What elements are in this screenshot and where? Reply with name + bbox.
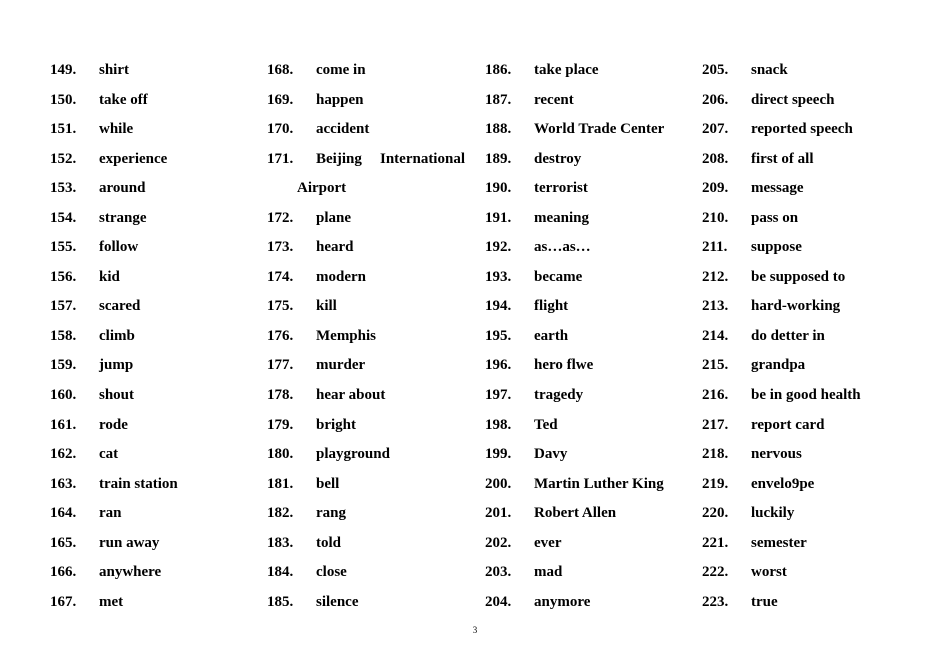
entry-word: met: [99, 593, 124, 610]
entry-number: 181.: [267, 475, 294, 492]
entry-number: 155.: [50, 239, 77, 256]
vocab-entry: [702, 233, 917, 263]
vocab-entry: [267, 322, 482, 352]
page-number: 3: [472, 625, 478, 635]
vocab-entry: [50, 145, 265, 175]
entry-number: 176.: [267, 327, 294, 344]
entry-number: 217.: [702, 416, 729, 433]
vocab-entry: [50, 263, 265, 293]
vocab-entry: [702, 204, 917, 234]
entry-number: 190.: [485, 180, 512, 197]
entry-number: 200.: [485, 475, 512, 492]
entry-number: 178.: [267, 387, 294, 404]
vocab-entry: [50, 292, 265, 322]
entry-number: 198.: [485, 416, 512, 433]
vocab-entry: [702, 56, 917, 86]
vocab-entry: [267, 411, 482, 441]
entry-word: ran: [99, 505, 122, 522]
entry-word: pass on: [751, 209, 799, 226]
vocab-entry: [702, 145, 917, 175]
entry-number: 201.: [485, 505, 512, 522]
vocab-entry: [702, 470, 917, 500]
entry-word: happen: [316, 91, 364, 108]
entry-word: accident: [316, 121, 370, 138]
entry-word: around: [99, 180, 146, 197]
entry-word: hear about: [316, 387, 386, 404]
vocab-entry: [702, 351, 917, 381]
entry-word: nervous: [751, 446, 802, 463]
entry-word: grandpa: [751, 357, 806, 374]
vocab-entry: [50, 56, 265, 86]
entry-number: 195.: [485, 327, 512, 344]
entry-number: 222.: [702, 564, 729, 581]
entry-word: strange: [99, 209, 147, 226]
entry-number: 161.: [50, 416, 77, 433]
vocab-entry: [267, 233, 482, 263]
vocab-entry: [702, 440, 917, 470]
vocab-entry: [267, 351, 482, 381]
vocab-entry: [267, 115, 482, 145]
entry-number: 202.: [485, 534, 512, 551]
entry-word: rode: [99, 416, 128, 433]
entry-word: message: [751, 180, 804, 197]
entry-number: 199.: [485, 446, 512, 463]
entry-word: scared: [99, 298, 141, 315]
vocab-entry: [702, 411, 917, 441]
entry-word: hard-working: [751, 298, 841, 315]
entry-word: snack: [751, 62, 788, 78]
entry-word: kid: [99, 268, 120, 285]
entry-number: 206.: [702, 91, 729, 108]
vocab-entry: [267, 263, 482, 293]
entry-number: 166.: [50, 564, 77, 581]
entry-number: 192.: [485, 239, 512, 256]
entry-number: 216.: [702, 387, 729, 404]
entry-word: report card: [751, 416, 825, 433]
entry-word: luckily: [751, 505, 795, 522]
vocab-entry: [267, 588, 482, 618]
entry-word: run away: [99, 534, 160, 551]
entry-number: 205.: [702, 62, 729, 78]
entry-number: 186.: [485, 62, 512, 78]
entry-number: 194.: [485, 298, 512, 315]
entry-word: be in good health: [751, 387, 861, 404]
entry-word: Robert Allen: [534, 505, 617, 522]
entry-word: recent: [534, 91, 574, 108]
entry-number: 218.: [702, 446, 729, 463]
entry-word: World Trade Center: [534, 121, 665, 138]
entry-word: became: [534, 268, 583, 285]
entry-number: 208.: [702, 150, 729, 167]
vocab-entry: [267, 558, 482, 588]
vocab-entry: [702, 115, 917, 145]
vocab-entry: [485, 558, 700, 588]
entry-number: 172.: [267, 209, 294, 226]
entry-word-part: Beijing: [316, 150, 362, 167]
entry-number: 175.: [267, 298, 294, 315]
entry-word: mad: [534, 564, 563, 581]
entry-word: while: [99, 121, 134, 138]
entry-number: 210.: [702, 209, 729, 226]
vocab-entry: [485, 322, 700, 352]
vocab-column-1: [50, 56, 265, 617]
vocab-entry: [50, 440, 265, 470]
entry-number: 183.: [267, 534, 294, 551]
entry-word-continuation: Airport: [297, 180, 347, 197]
entry-number: 220.: [702, 505, 729, 522]
vocab-entry: [485, 411, 700, 441]
vocab-entry: [485, 56, 700, 86]
vocab-entry: [50, 351, 265, 381]
vocab-entry: [267, 381, 482, 411]
entry-number: 179.: [267, 416, 294, 433]
vocab-entry: [485, 86, 700, 116]
entry-number: 158.: [50, 327, 77, 344]
vocab-entry: [485, 233, 700, 263]
entry-number: 223.: [702, 593, 729, 610]
vocab-entry: [485, 440, 700, 470]
entry-number: 221.: [702, 534, 729, 551]
entry-number: 157.: [50, 298, 77, 315]
vocab-entry: [50, 204, 265, 234]
vocab-entry: [485, 174, 700, 204]
vocab-entry: [50, 558, 265, 588]
vocab-entry: [50, 499, 265, 529]
entry-word: shout: [99, 387, 135, 404]
vocab-entry: [50, 529, 265, 559]
entry-number: 184.: [267, 564, 294, 581]
vocab-entry: [702, 499, 917, 529]
entry-word: bell: [316, 475, 340, 492]
entry-word: take place: [534, 62, 599, 78]
vocab-entry: [267, 145, 482, 175]
entry-word: climb: [99, 327, 135, 344]
entry-number: 212.: [702, 268, 729, 285]
entry-word: Ted: [534, 416, 558, 433]
entry-number: 151.: [50, 121, 77, 138]
entry-number: 164.: [50, 505, 77, 522]
entry-number: 168.: [267, 62, 294, 78]
vocab-entry: [267, 529, 482, 559]
entry-number: 209.: [702, 180, 729, 197]
vocab-entry: [50, 322, 265, 352]
entry-word: jump: [99, 357, 134, 374]
vocab-entry-continuation: [267, 174, 482, 204]
entry-number: 191.: [485, 209, 512, 226]
entry-word: first of all: [751, 150, 814, 167]
entry-word: experience: [99, 150, 168, 167]
vocab-entry: [50, 115, 265, 145]
entry-word: flight: [534, 298, 569, 315]
vocab-entry: [267, 204, 482, 234]
entry-word: told: [316, 534, 342, 551]
entry-number: 196.: [485, 357, 512, 374]
entry-word: envelo9pe: [751, 475, 815, 492]
entry-word: hero flwe: [534, 357, 594, 374]
entry-word: Davy: [534, 446, 568, 463]
entry-word: Martin Luther King: [534, 475, 664, 492]
entry-word: earth: [534, 327, 569, 344]
entry-word: do detter in: [751, 327, 825, 344]
entry-number: 159.: [50, 357, 77, 374]
entry-word: destroy: [534, 150, 582, 167]
entry-number: 185.: [267, 593, 294, 610]
vocab-entry: [267, 470, 482, 500]
vocab-entry: [485, 292, 700, 322]
entry-word: be supposed to: [751, 268, 846, 285]
entry-number: 173.: [267, 239, 294, 256]
entry-word: playground: [316, 446, 390, 463]
entry-number: 165.: [50, 534, 77, 551]
vocab-entry: [702, 174, 917, 204]
entry-word: terrorist: [534, 180, 588, 197]
vocab-entry: [485, 145, 700, 175]
entry-word: silence: [316, 593, 359, 610]
entry-number: 203.: [485, 564, 512, 581]
entry-word: rang: [316, 505, 346, 522]
entry-word: direct speech: [751, 91, 835, 108]
entry-word: shirt: [99, 62, 129, 78]
entry-number: 150.: [50, 91, 77, 108]
entry-word: bright: [316, 416, 357, 433]
vocab-entry: [50, 588, 265, 618]
vocab-entry: [267, 86, 482, 116]
entry-number: 149.: [50, 62, 77, 78]
entry-word: heard: [316, 239, 354, 256]
entry-word: tragedy: [534, 387, 584, 404]
vocab-entry: [485, 499, 700, 529]
entry-word: Memphis: [316, 327, 376, 344]
entry-number: 207.: [702, 121, 729, 138]
vocab-entry: [485, 351, 700, 381]
entry-number: 219.: [702, 475, 729, 492]
entry-number: 169.: [267, 91, 294, 108]
entry-word: anymore: [534, 593, 591, 610]
entry-word: meaning: [534, 209, 590, 226]
entry-number: 187.: [485, 91, 512, 108]
entry-number: 162.: [50, 446, 77, 463]
vocab-entry: [267, 292, 482, 322]
entry-word: ever: [534, 534, 562, 551]
entry-word: worst: [751, 564, 787, 581]
entry-word: come in: [316, 62, 366, 78]
vocab-entry: [485, 115, 700, 145]
entry-number: 197.: [485, 387, 512, 404]
entry-number: 180.: [267, 446, 294, 463]
entry-number: 163.: [50, 475, 77, 492]
entry-number: 182.: [267, 505, 294, 522]
entry-number: 154.: [50, 209, 77, 226]
vocab-column-4: [702, 56, 917, 617]
entry-number: 156.: [50, 268, 77, 285]
entry-word: close: [316, 564, 347, 581]
vocab-entry: [702, 263, 917, 293]
entry-word: suppose: [751, 239, 802, 256]
entry-number: 174.: [267, 268, 294, 285]
vocab-entry: [485, 470, 700, 500]
vocab-entry: [267, 56, 482, 86]
vocab-entry: [702, 322, 917, 352]
entry-word: cat: [99, 446, 119, 463]
entry-word: anywhere: [99, 564, 162, 581]
vocab-entry: [50, 411, 265, 441]
entry-number: 160.: [50, 387, 77, 404]
entry-word: as…as…: [534, 239, 591, 256]
entry-number: 153.: [50, 180, 77, 197]
entry-number: 177.: [267, 357, 294, 374]
entry-number: 214.: [702, 327, 729, 344]
vocab-entry: [485, 381, 700, 411]
entry-word: murder: [316, 357, 366, 374]
vocab-entry: [702, 86, 917, 116]
vocab-entry: [267, 499, 482, 529]
vocab-entry: [50, 174, 265, 204]
vocab-entry: [702, 292, 917, 322]
vocab-column-2: [267, 56, 482, 617]
entry-number: 170.: [267, 121, 294, 138]
entry-number: 188.: [485, 121, 512, 138]
vocab-entry: [50, 233, 265, 263]
vocab-entry: [702, 529, 917, 559]
entry-number: 213.: [702, 298, 729, 315]
entry-number: 171.: [267, 150, 294, 167]
entry-word: [316, 145, 465, 175]
vocab-entry: [50, 470, 265, 500]
entry-word: plane: [316, 209, 352, 226]
entry-word: train station: [99, 475, 178, 492]
entry-word: modern: [316, 268, 366, 285]
entry-number: 211.: [702, 239, 728, 256]
entry-number: 204.: [485, 593, 512, 610]
vocab-entry: [50, 86, 265, 116]
entry-number: 152.: [50, 150, 77, 167]
entry-number: 189.: [485, 150, 512, 167]
vocab-entry: [485, 529, 700, 559]
entry-word-part: International: [379, 150, 465, 167]
vocab-entry: [485, 204, 700, 234]
vocab-column-3: [485, 56, 700, 617]
vocab-entry: [485, 588, 700, 618]
entry-word: take off: [99, 91, 148, 108]
entry-word: follow: [99, 239, 139, 256]
vocab-entry: [702, 381, 917, 411]
entry-number: 215.: [702, 357, 729, 374]
entry-word: reported speech: [751, 121, 853, 138]
vocab-entry: [702, 558, 917, 588]
vocab-entry: [50, 381, 265, 411]
entry-number: 167.: [50, 593, 77, 610]
entry-number: 193.: [485, 268, 512, 285]
entry-word: true: [751, 593, 778, 610]
entry-word: semester: [751, 534, 807, 551]
entry-word: kill: [316, 298, 337, 315]
vocab-entry: [485, 263, 700, 293]
vocab-entry: [702, 588, 917, 618]
vocab-entry: [267, 440, 482, 470]
